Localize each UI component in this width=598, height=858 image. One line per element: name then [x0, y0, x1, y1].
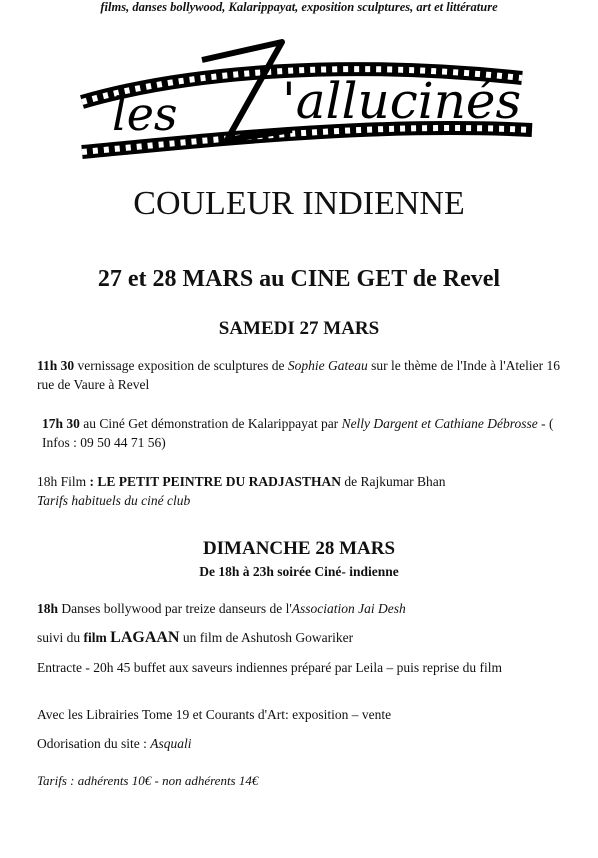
price-note: Tarifs habituels du ciné club: [37, 493, 191, 508]
zallucines-logo: [52, 30, 552, 170]
association-name: Association Jai Desh: [291, 601, 406, 616]
sunday-subheading: De 18h à 23h soirée Ciné- indienne: [199, 564, 399, 579]
saturday-item-kalarippayat: 17h 30 au Ciné Get démonstration de Kalarippayat par Nelly Dargent et Cathiane Débrosse - ( Infos : 09 50 44 71 56): [42, 416, 554, 450]
sunday-item-libraries: Avec les Librairies Tome 19 et Courants d'Art: exposition – vente: [37, 707, 392, 722]
saturday-heading: SAMEDI 27 MARS: [218, 318, 380, 339]
time: 17h 30: [42, 416, 80, 431]
saturday-item-vernissage: 11h 30 vernissage exposition de sculptures de Sophie Gateau sur le thème de l'Inde à l'Atelier 16 rue de Vaure à Revel: [37, 358, 561, 392]
sunday-tarifs: Tarifs : adhérents 10€ - non adhérents 14€: [37, 773, 259, 788]
svg-text:'allucinés: 'allucinés: [282, 72, 522, 130]
time: 18h: [37, 601, 59, 616]
time: 11h 30: [37, 358, 75, 373]
sunday-heading: DIMANCHE 28 MARS: [202, 538, 396, 559]
page-title: COULEUR INDIENNE: [133, 185, 465, 222]
performers: Nelly Dargent et Cathiane Débrosse: [341, 416, 538, 431]
sunday-item-entracte: Entracte - 20h 45 buffet aux saveurs indiennes préparé par Leila – puis reprise du film: [37, 660, 502, 675]
event-dates: 27 et 28 MARS au CINE GET de Revel: [97, 266, 501, 292]
sunday-item-odorisation: Odorisation du site : Asquali: [37, 736, 192, 751]
page-subtitle: films, danses bollywood, Kalarippayat, exposition sculptures, art et littérature: [100, 0, 498, 14]
sunday-item-dances: 18h Danses bollywood par treize danseurs de l'Association Jai Desh: [37, 601, 406, 616]
film-title: LE PETIT PEINTRE DU RADJASTHAN: [97, 474, 341, 489]
sunday-item-lagaan: suivi du film LAGAAN un film de Ashutosh Gowariker: [37, 629, 354, 646]
svg-text:les: les: [112, 87, 178, 141]
artist-name: Sophie Gateau: [287, 358, 368, 373]
film-title: LAGAAN: [110, 629, 180, 646]
saturday-item-film: 18h Film : LE PETIT PEINTRE DU RADJASTHAN de Rajkumar Bhan Tarifs habituels du ciné club: [37, 474, 446, 508]
